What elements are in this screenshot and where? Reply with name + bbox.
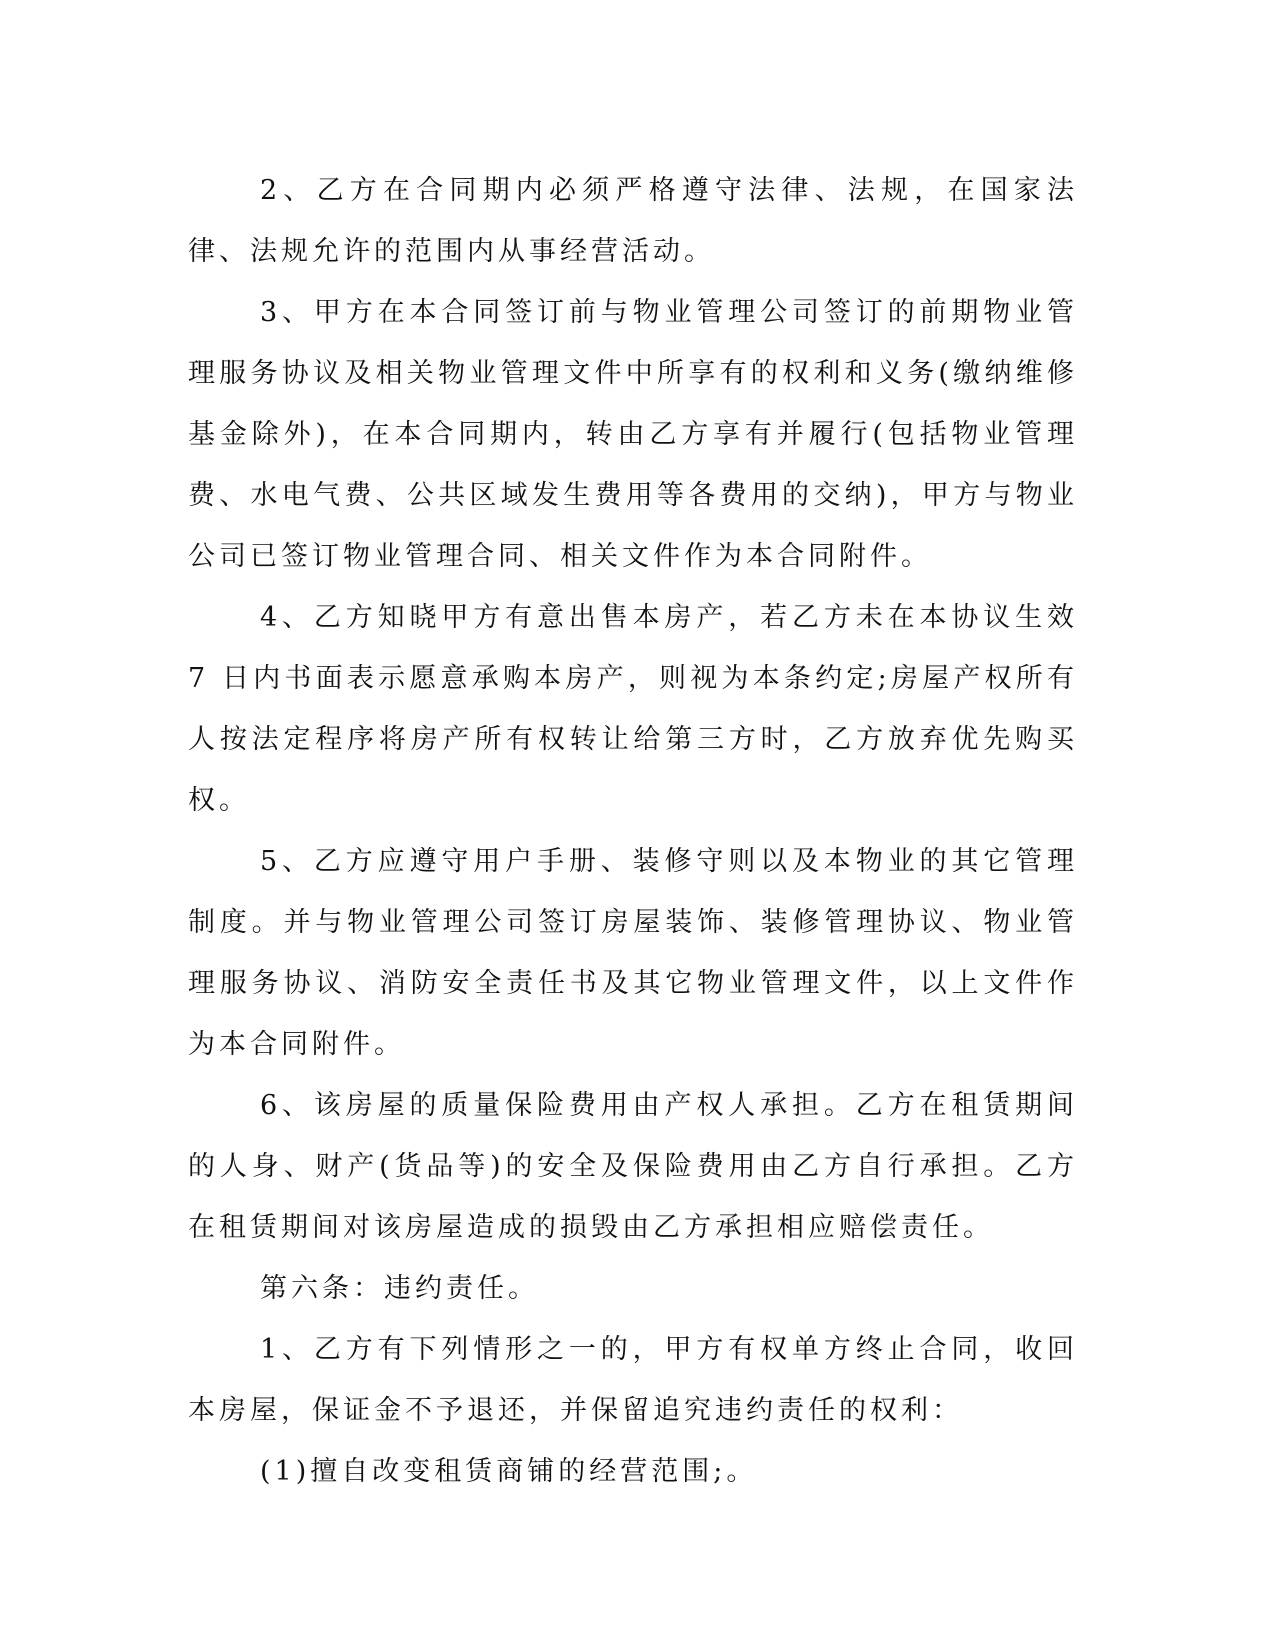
document-body — [188, 160, 1078, 1502]
paragraph-clause-3: 3、甲方在本合同签订前与物业管理公司签订的前期物业管理服务协议及相关物业管理文件中所享有的权利和义务(缴纳维修基金除外)，在本合同期内，转由乙方享有并履行(包括物业管理费、水电气费、公共区域发生费用等各费用的交纳)，甲方与物业公司已签订物业管理合同、相关文件作为本合同附件。 — [188, 297, 1078, 572]
paragraph-clause-5: 5、乙方应遵守用户手册、装修守则以及本物业的其它管理制度。并与物业管理公司签订房屋装饰、装修管理协议、物业管理服务协议、消防安全责任书及其它物业管理文件，以上文件作为本合同附件。 — [188, 846, 1078, 1060]
paragraph-clause-6: 6、该房屋的质量保险费用由产权人承担。乙方在租赁期间的人身、财产(货品等)的安全及保险费用由乙方自行承担。乙方在租赁期间对该房屋造成的损毁由乙方承担相应赔偿责任。 — [188, 1090, 1078, 1243]
paragraph-clause-4: 4、乙方知晓甲方有意出售本房产，若乙方未在本协议生效 7 日内书面表示愿意承购本房产，则视为本条约定;房屋产权所有人按法定程序将房产所有权转让给第三方时，乙方放弃优先购买权。 — [188, 602, 1078, 816]
paragraph-breach-clause-1: 1、乙方有下列情形之一的，甲方有权单方终止合同，收回本房屋，保证金不予退还，并保留追究违约责任的权利： — [188, 1334, 1078, 1426]
section-heading-article-6: 第六条：违约责任。 — [260, 1273, 539, 1304]
paragraph-breach-item-1: (1)擅自改变租赁商铺的经营范围;。 — [260, 1456, 758, 1487]
paragraph-clause-2: 2、乙方在合同期内必须严格遵守法律、法规，在国家法律、法规允许的范围内从事经营活动。 — [188, 175, 1078, 267]
